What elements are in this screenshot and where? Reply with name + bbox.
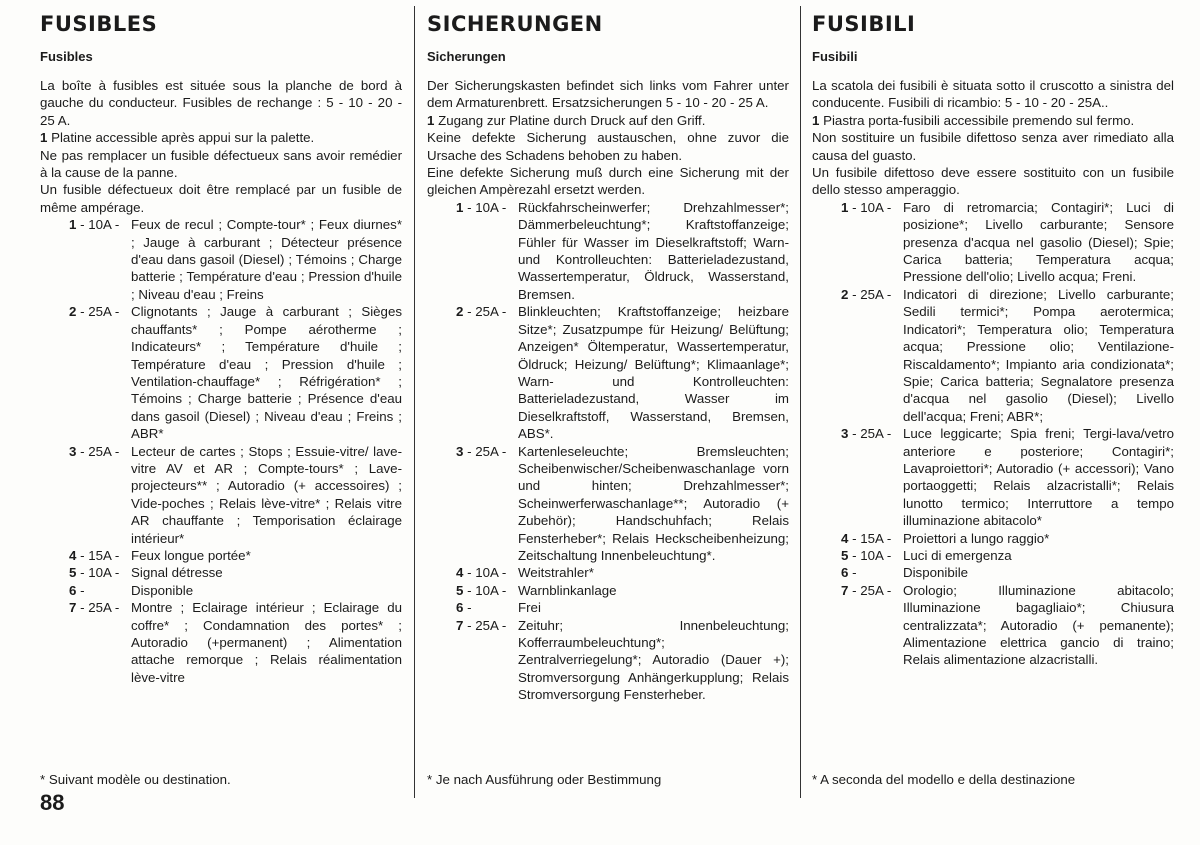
fuse-label xyxy=(427,599,518,616)
fuse-amperage: - 25A - xyxy=(463,617,507,633)
fuse-number: 3 xyxy=(69,443,77,459)
fuse-description: Luci di emergenza xyxy=(903,547,1012,563)
column-divider xyxy=(800,6,801,798)
fuse-list xyxy=(40,216,402,686)
fuse-description: Rückfahrscheinwerfer; Drehzahlmesser*; Dämmerbeleuchtung*; Kraftstoffanzeige; Fühler für Wasser im Dieselkraftstoff; Warn- und Kontrolleuchten: Batterieladezustand, Wassertemperatur, Öldruck, Wasserstand, Bremsen. xyxy=(518,199,789,302)
section-title: SICHERUNGEN xyxy=(427,12,603,36)
fuse-number: 3 xyxy=(456,443,464,459)
fuse-amperage: - 10A - xyxy=(463,199,507,215)
fuse-description: Indicatori di direzione; Livello carburante; Sedili termici*; Pompa aerotermica; Indicatori*; Temperatura olio; Temperatura acqua; Pressione olio; Ventilazione-Riscaldamento*; Impianto aria condizionata*; Spie; Carica batteria; Segnalatore presenza d'acqua nel gasolio (Diesel); Livello dell'acqua; Freni; ABR*; xyxy=(903,286,1174,424)
fuse-number: 7 xyxy=(841,582,849,598)
fuse-description: Blinkleuchten; Kraftstoffanzeige; heizbare Sitze*; Zusatzpumpe für Heizung/ Belüftung; Anzeigen* Öltemperatur, Wassertemperatur, Öldruck; Heizung/ Belüftung*; Klimaanlage*; Warn- und Kontrolleuchten: Batterieladezustand, Wasser im Dieselkraftstoff, Wasserstand, Bremsen, ABS*. xyxy=(518,304,789,442)
fuse-number: 5 xyxy=(69,565,77,581)
fuse-amperage: - 25A - xyxy=(463,443,507,459)
fuse-number: 4 xyxy=(841,530,849,546)
footnote: * Suivant modèle ou destination. xyxy=(40,772,231,787)
fuse-number: 6 xyxy=(456,600,464,616)
fuse-item xyxy=(812,547,1174,564)
fuse-item xyxy=(812,564,1174,581)
fuse-amperage: - 10A - xyxy=(76,217,120,233)
fuse-amperage: - 25A - xyxy=(463,304,507,320)
fuse-amperage: - 25A - xyxy=(848,582,892,598)
fuse-number: 1 xyxy=(841,199,849,215)
fuse-label xyxy=(427,617,518,704)
fuse-number: 2 xyxy=(69,304,77,320)
fuse-number: 1 xyxy=(69,217,77,233)
fuse-description: Orologio; Illuminazione abitacolo; Illuminazione bagagliaio*; Chiusura centralizzata*; Autoradio (+ pemanente); Alimentazione elettrica gancio di traino; Relais alimentazione alzacristalli. xyxy=(903,582,1174,668)
fuse-amperage: - 25A - xyxy=(848,426,892,442)
fuse-amperage: - 25A - xyxy=(76,443,120,459)
fuse-item xyxy=(40,547,402,564)
fuse-item xyxy=(427,617,789,704)
fuse-number: 6 xyxy=(69,582,77,598)
fuse-number: 2 xyxy=(841,286,849,302)
step-text: Platine accessible après appui sur la palette. xyxy=(51,130,315,146)
fuse-amperage: - 25A - xyxy=(76,600,120,616)
fuse-amperage: - xyxy=(76,582,85,598)
fuse-amperage: - 10A - xyxy=(463,565,507,581)
fuse-description: Disponible xyxy=(131,582,194,598)
fuse-label xyxy=(40,582,131,599)
amperage-paragraph: Un fusible défectueux doit être remplacé par un fusible de même ampérage. xyxy=(40,182,402,215)
step-item xyxy=(427,112,789,129)
fuse-description: Feux de recul ; Compte-tour* ; Feux diurnes* ; Jauge à carburant ; Détecteur présence d'eau dans gasoil (Diesel) ; Témoins ; Charge batterie ; Température d'eau ; Pression d'huile ; Niveau d'eau ; Freins xyxy=(131,217,402,302)
page-number: 88 xyxy=(40,790,65,815)
fuse-item xyxy=(427,303,789,442)
fuse-number: 4 xyxy=(69,547,77,563)
section-title: FUSIBILI xyxy=(812,12,916,36)
fuse-label xyxy=(40,564,131,581)
fuse-label xyxy=(812,286,903,425)
fuse-description: Feux longue portée* xyxy=(131,547,251,563)
fuse-number: 6 xyxy=(841,565,849,581)
fuse-amperage: - xyxy=(848,565,857,581)
fuse-item xyxy=(812,530,1174,547)
fuse-amperage: - 10A - xyxy=(76,565,120,581)
fuse-amperage: - 15A - xyxy=(76,547,120,563)
amperage-paragraph: Eine defekte Sicherung muß durch eine Sicherung mit der gleichen Ampèrezahl ersetzt werden. xyxy=(427,165,789,198)
warning-paragraph: Non sostituire un fusibile difettoso senza aver rimediato alla causa del guasto. xyxy=(812,130,1174,163)
fuse-amperage: - 10A - xyxy=(463,582,507,598)
fuse-item xyxy=(427,599,789,616)
fuse-item xyxy=(40,216,402,303)
fuse-description: Warnblinkanlage xyxy=(518,582,617,598)
fuse-number: 7 xyxy=(456,617,464,633)
section-body xyxy=(812,77,1174,669)
fuse-description: Montre ; Eclairage intérieur ; Eclairage du coffre* ; Condamnation des portes* ; Autoradio (+permanent) ; Alimentation attache remorque ; Relais réalimentation lève-vitre xyxy=(131,600,402,685)
fuse-description: Lecteur de cartes ; Stops ; Essuie-vitre/ lave-vitre AV et AR ; Compte-tours* ; Lave-projecteurs** ; Autoradio (+ accessoires) ; Vide-poches ; Relais lève-vitre* ; Relais vitre AR chauffante ; Temporisation éclairage intérieur* xyxy=(131,443,402,546)
fuse-label xyxy=(812,547,903,564)
fuse-amperage: - 10A - xyxy=(848,547,892,563)
fuse-amperage: - 15A - xyxy=(848,530,892,546)
section-subtitle: Sicherungen xyxy=(427,49,506,64)
amperage-paragraph: Un fusibile difettoso deve essere sostituito con un fusibile dello stesso amperaggio. xyxy=(812,165,1174,198)
section-subtitle: Fusibili xyxy=(812,49,858,64)
warning-paragraph: Ne pas remplacer un fusible défectueux sans avoir remédier à la cause de la panne. xyxy=(40,147,402,181)
fuse-description: Clignotants ; Jauge à carburant ; Sièges chauffants* ; Pompe aérotherme ; Indicateurs* ; Température d'huile ; Température d'eau ; Pression d'huile ; Ventilation-chauffage* ; Réfrigération* ; Témoins ; Charge batterie ; Présence d'eau dans gasoil (Diesel) ; Niveau d'eau ; Freins ; ABR* xyxy=(131,304,402,442)
fuse-number: 5 xyxy=(456,582,464,598)
fuse-description: Disponibile xyxy=(903,565,969,581)
fuse-description: Weitstrahler* xyxy=(518,565,594,581)
fuse-label xyxy=(40,547,131,564)
section-body xyxy=(40,77,402,686)
fuse-number: 5 xyxy=(841,547,849,563)
fuse-description: Proiettori a lungo raggio* xyxy=(903,530,1050,546)
fuse-description: Signal détresse xyxy=(131,565,223,581)
section-subtitle: Fusibles xyxy=(40,49,93,64)
column-german xyxy=(427,0,789,845)
fuse-amperage: - 10A - xyxy=(848,199,892,215)
intro-paragraph: La boîte à fusibles est située sous la planche de bord à gauche du conducteur. Fusibles de rechange : 5 - 10 - 20 - 25 A. xyxy=(40,78,402,128)
footnote: * A seconda del modello e della destinazione xyxy=(812,772,1076,787)
step-number: 1 xyxy=(427,112,435,128)
intro-paragraph: Der Sicherungskasten befindet sich links vom Fahrer unter dem Armaturenbrett. Ersatzsicherungen 5 - 10 - 20 - 25 A. xyxy=(427,78,789,111)
step-number: 1 xyxy=(812,112,820,128)
fuse-item xyxy=(812,286,1174,425)
fuse-label xyxy=(812,564,903,581)
fuse-number: 4 xyxy=(456,565,464,581)
fuse-item xyxy=(812,425,1174,529)
fuse-number: 1 xyxy=(456,199,464,215)
step-number: 1 xyxy=(40,130,48,146)
warning-paragraph: Keine defekte Sicherung austauschen, ohne zuvor die Ursache des Schadens behoben zu haben. xyxy=(427,130,789,163)
fuse-description: Faro di retromarcia; Contagiri*; Luci di posizione*; Livello carburante; Sensore presenza d'acqua nel gasolio (Diesel); Spie; Carica batteria; Temperatura acqua; Pressione dell'olio; Livello acqua; Freni. xyxy=(903,199,1174,285)
step-text: Piastra porta-fusibili accessibile premendo sul fermo. xyxy=(823,112,1135,128)
fuse-number: 7 xyxy=(69,600,77,616)
fuse-number: 3 xyxy=(841,426,849,442)
fuse-item xyxy=(427,443,789,565)
fuse-description: Zeituhr; Innenbeleuchtung; Kofferraumbeleuchtung*; Zentralverriegelung*; Autoradio (Dauer +); Stromversorgung Anhängerkupplung; Relais Stromversorgung Fensterheber. xyxy=(518,617,789,703)
fuse-description: Frei xyxy=(518,600,541,616)
fuse-label xyxy=(812,425,903,529)
fuse-item xyxy=(427,582,789,599)
fuse-amperage: - xyxy=(463,600,472,616)
column-french xyxy=(40,0,402,845)
fuse-label xyxy=(427,443,518,565)
step-text: Zugang zur Platine durch Druck auf den Griff. xyxy=(438,112,706,128)
fuse-label xyxy=(40,216,131,303)
fuse-list xyxy=(427,199,789,704)
fuse-item xyxy=(812,582,1174,669)
fuse-list xyxy=(812,199,1174,669)
section-body xyxy=(427,77,789,704)
fuse-label xyxy=(427,303,518,442)
fuse-label xyxy=(812,582,903,669)
fuse-label xyxy=(40,599,131,686)
fuse-item xyxy=(40,443,402,547)
fuse-number: 2 xyxy=(456,304,464,320)
fuse-item xyxy=(427,199,789,303)
fuse-item xyxy=(427,564,789,581)
fuse-description: Kartenleseleuchte; Bremsleuchten; Scheibenwischer/Scheibenwaschanlage vorn und hinten; Drehzahlmesser*; Scheinwerferwaschanlage**; Autoradio (+ Zubehör); Handschuhfach; Relais Fensterheber*; Relais Heckscheibenheizung; Zeitschaltung Innenbeleuchtung*. xyxy=(518,443,789,563)
fuse-amperage: - 25A - xyxy=(848,286,892,302)
fuse-label xyxy=(812,530,903,547)
fuse-item xyxy=(40,582,402,599)
fuse-item xyxy=(812,199,1174,286)
fuse-amperage: - 25A - xyxy=(76,304,120,320)
fuse-item xyxy=(40,564,402,581)
section-title: FUSIBLES xyxy=(40,12,158,36)
fuse-description: Luce leggicarte; Spia freni; Tergi-lava/vetro anteriore e posteriore; Contagiri*; Lavaproiettori*; Autoradio (+ accessori); Vano portaoggetti; Relais alzacristalli*; Relais lunotto termico; Interruttore a tempo illuminazione abitacolo* xyxy=(903,426,1174,529)
intro-paragraph: La scatola dei fusibili è situata sotto il cruscotto a sinistra del conducente. Fusibili di ricambio: 5 - 10 - 20 - 25A.. xyxy=(812,78,1174,111)
fuse-label xyxy=(40,443,131,547)
step-item xyxy=(812,112,1174,129)
column-italian xyxy=(812,0,1174,845)
fuse-item xyxy=(40,303,402,442)
column-divider xyxy=(414,6,415,798)
step-item xyxy=(40,129,402,146)
footnote: * Je nach Ausführung oder Bestimmung xyxy=(427,772,662,787)
fuse-label xyxy=(427,199,518,303)
fuse-label xyxy=(812,199,903,286)
fuse-label xyxy=(40,303,131,442)
fuse-item xyxy=(40,599,402,686)
fuse-label xyxy=(427,564,518,581)
fuse-label xyxy=(427,582,518,599)
